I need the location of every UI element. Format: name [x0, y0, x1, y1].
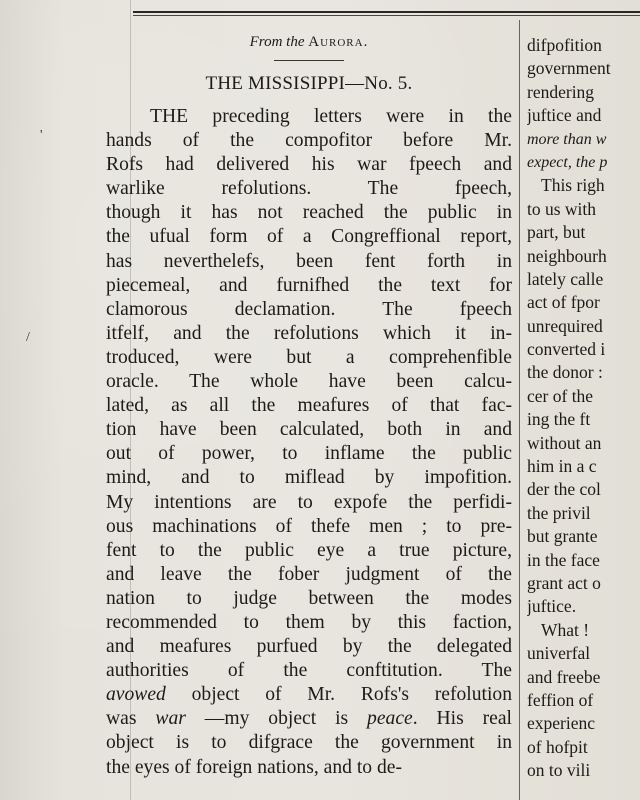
source-paper-name: Aurora. — [308, 34, 369, 50]
article-line: troduced, were but a comprehenfible — [106, 346, 512, 368]
article-line: the ufual form of a Congreffional report, — [106, 226, 512, 248]
fragment-line: This righ — [541, 175, 605, 196]
fragment-line: the privil — [527, 502, 591, 523]
main-article-column — [106, 26, 512, 780]
fragment-line: without an — [527, 432, 602, 453]
article-line: authorities of the conftitution. The — [106, 660, 512, 682]
section-rule — [274, 60, 344, 61]
article-line: oracle. The whole have been calcu- — [106, 371, 512, 393]
fragment-line: government — [527, 58, 611, 79]
article-line: out of power, to inflame the public — [106, 443, 512, 465]
article-headline: THE MISSISIPPI—No. 5. — [205, 73, 413, 94]
article-line: recommended to them by this faction, — [106, 611, 512, 633]
fragment-line: neighbourh — [527, 245, 607, 266]
article-line: and meafures purfued by the delegated — [106, 636, 512, 658]
article-line: tion have been calculated, both in and — [106, 419, 512, 441]
article-text: . His real — [412, 708, 513, 730]
source-prefix: From the — [249, 34, 305, 50]
fragment-line: unrequired — [527, 315, 603, 336]
fragment-line: der the col — [527, 479, 601, 500]
article-line: Rofs had delivered his war fpeech and — [106, 154, 512, 176]
fragment-line: act of fpor — [527, 292, 600, 313]
fragment-line: but grante — [527, 526, 598, 547]
article-line: THE preceding letters were in the — [150, 106, 512, 127]
column-divider — [519, 20, 520, 800]
fragment-line: experienc — [527, 713, 596, 734]
article-line: object is to difgrace the government in — [106, 732, 512, 754]
top-rule-thin — [133, 15, 640, 16]
article-text: —my object is — [185, 708, 368, 730]
fragment-line: part, but — [527, 222, 586, 243]
fragment-line: expect, the p — [527, 153, 608, 171]
article-line: nation to judge between the modes — [106, 587, 512, 609]
article-line: ous machinations of thefe men ; to pre- — [106, 515, 512, 537]
fragment-line: the donor : — [527, 362, 603, 383]
fragment-line: on to vili — [527, 760, 591, 781]
fragment-line: and freebe — [527, 666, 601, 687]
article-line: though it has not reached the public in — [106, 202, 512, 224]
fragment-line: feffion of — [527, 689, 594, 710]
article-text: was — [106, 708, 156, 730]
article-line: clamorous declamation. The fpeech — [106, 298, 512, 320]
fragment-line: juftice. — [527, 596, 577, 617]
article-line: lated, as all the meafures of that fac- — [106, 395, 512, 417]
italic-word: war — [155, 708, 186, 730]
fragment-line: cer of the — [527, 385, 594, 406]
fragment-line: him in a c — [527, 456, 597, 477]
fragment-line: of hofpit — [527, 736, 588, 757]
fragment-line: to us with — [527, 198, 597, 219]
article-line: warlike refolutions. The fpeech, — [106, 178, 512, 200]
margin-mark: / — [26, 330, 30, 345]
fragment-line: rendering — [527, 81, 595, 102]
fragment-line: in the face — [527, 549, 600, 570]
article-line: piecemeal, and furnifhed the text for — [106, 274, 512, 296]
article-body — [106, 105, 512, 780]
article-line: mind, and to miflead by impofition. — [106, 467, 512, 489]
article-line: itfelf, and the refolutions which it in- — [106, 322, 512, 344]
article-line: and leave the fober judgment of the — [106, 563, 512, 585]
article-line — [106, 707, 512, 731]
italic-word: peace — [367, 708, 413, 730]
article-line — [106, 683, 512, 707]
italic-word: avowed — [106, 684, 166, 706]
fragment-line: juftice and — [527, 105, 602, 126]
fragment-line: What ! — [541, 619, 590, 640]
source-attribution — [106, 34, 512, 56]
article-line: the eyes of foreign nations, and to de- — [106, 756, 402, 778]
fragment-line: grant act o — [527, 572, 601, 593]
fragment-line: difpofition — [527, 35, 602, 55]
article-line: hands of the compofitor before Mr. — [106, 130, 512, 152]
fragment-line: more than w — [527, 130, 607, 148]
adjacent-column-fragment — [527, 34, 640, 783]
article-line: has neverthelefs, been fent forth in — [106, 250, 512, 272]
article-text: object of Mr. Rofs's refolution — [165, 684, 512, 706]
top-rule — [133, 11, 640, 13]
margin-mark: ' — [40, 128, 43, 143]
fragment-line: ing the ft — [527, 409, 591, 430]
article-line: My intentions are to expofe the perfidi- — [106, 491, 512, 513]
fragment-line: converted i — [527, 339, 606, 360]
fragment-line: univerfal — [527, 643, 591, 664]
article-line: fent to the public eye a true picture, — [106, 539, 512, 561]
fragment-line: lately calle — [527, 268, 604, 289]
